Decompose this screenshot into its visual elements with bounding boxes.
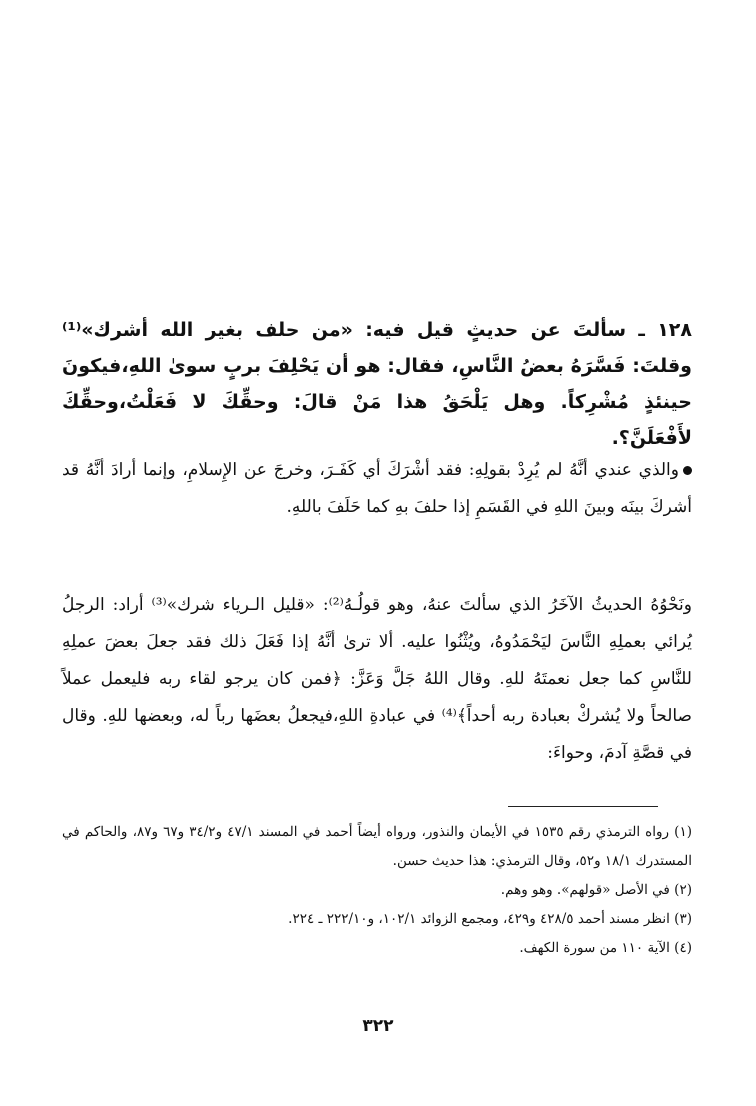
footnote-divider — [508, 806, 658, 807]
answer-text-1: والذي عندي أنَّهُ لم يُرِدْ بقولِهِ: فقد أشْرَكَ أي كَفَـرَ، وخرجَ عن الإِسلامِ، وإنما أرادَ أنَّهُ قد أشركَ بينَه وبينَ اللهِ في القَسَمِ إذا حلفَ بهِ كما حَلَفَ باللهِ. — [62, 460, 692, 517]
footnote-1: (١) رواه الترمذي رقم ١٥٣٥ في الأيمان والنذور، ورواه أيضاً أحمد في المسند ٤٧/١ و٣٤/٢ و٦٧ و٨٧، والحاكم في المستدرك ١٨/١ و٥٢، وقال الترمذي: هذا حديث حسن. — [62, 824, 692, 869]
footnote-3: (٣) انظر مسند أحمد ٤٢٨/٥ و٤٢٩، ومجمع الزوائد ١٠٢/١، و٢٢٢/١٠ ـ ٢٢٤. — [288, 911, 692, 927]
footnote-2: (٢) في الأصل «قولهم». وهو وهم. — [500, 882, 692, 898]
footnote-4: (٤) الآية ١١٠ من سورة الكهف. — [519, 940, 692, 956]
question-paragraph: ١٢٨ ـ سألتَ عن حديثٍ قيل فيه: «من حلف بغير الله أشرك»⁽¹⁾ وقلتَ: فَسَّرَهُ بعضُ النَّاسِ، فقال: هو أن يَحْلِفَ بربٍ سوىٰ اللهِ،فيكونَ حينئذٍ مُشْرِكاً. وهل يَلْحَقُ هذا مَنْ قالَ: وحقِّكَ لا فَعَلْتُ،وحقِّكَ لأَفْعَلَنَّ؟. — [62, 319, 692, 449]
bullet-icon — [683, 466, 692, 475]
answer-paragraph-1 — [62, 452, 692, 526]
answer-paragraph-2: ونَحْوُهُ الحديثُ الآخَرُ الذي سألتَ عنهُ، وهو قولُـهُ⁽²⁾: «قليل الـرياء شرك»⁽³⁾ أراد: الرجلُ يُرائي بعملِهِ النَّاسَ ليَحْمَدُوهُ، ويُثْنُوا عليه. ألا ترىٰ أنَّهُ إذا فَعَلَ ذلك فقد جعلَ بعضَ عملِهِ للنَّاسِ كما جعل نعمتَهُ للهِ. وقال اللهُ جَلَّ وَعَزَّ: ﴿فمن كان يرجو لقاء ربه فليعمل عملاً صالحاً ولا يُشركْ بعبادة ربه أحداً﴾⁽⁴⁾ في عبادةِ اللهِ،فيجعلُ بعضَها رباً له، وبعضها للهِ. وقال في قصَّةِ آدمَ، وحواءَ: — [62, 595, 692, 763]
footnotes — [62, 818, 692, 963]
page-number: ٣٢٢ — [362, 1016, 394, 1036]
